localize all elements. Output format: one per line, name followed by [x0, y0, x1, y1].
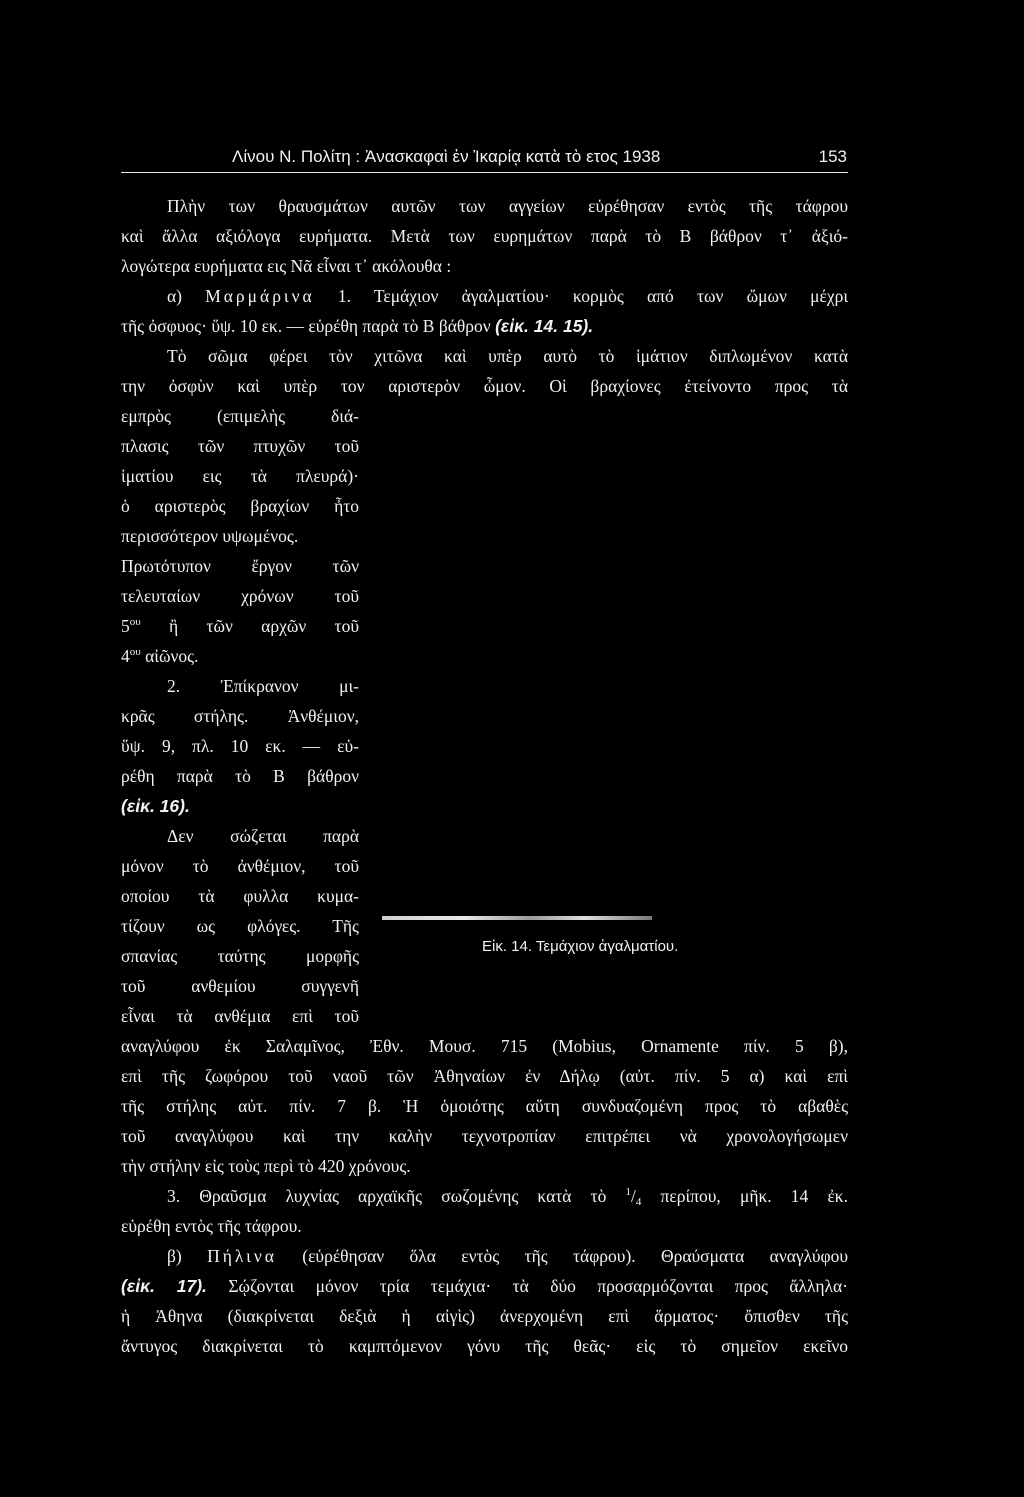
- text-line: περισσότερον υψωμένος.: [121, 526, 299, 546]
- text-line: [121, 796, 359, 816]
- text-line: 2. Ἐπίκρανον μι-: [167, 676, 359, 696]
- text-line: την ὀσφὺν καὶ υπὲρ τον αριστερὸν ὦμον. Οἱ βραχίονες ἐτείνοντο προς τὰ: [121, 376, 848, 396]
- running-title: Λίνου Ν. Πολίτη : Ἀνασκαφαὶ ἐν Ἰκαρίᾳ κατὰ τὸ ετος 1938: [232, 147, 661, 166]
- header-rule: [121, 172, 848, 173]
- text-line: επὶ τῆς ζωφόρου τοῦ ναοῦ τῶν Ἀθηναίων ἐν Δήλῳ (αὐτ. πίν. 5 α) καὶ επὶ: [121, 1066, 848, 1086]
- page-number: 153: [818, 147, 847, 166]
- text-line: $4^{o\upsilon}$ αἰῶνος.: [121, 646, 199, 666]
- text-line: ἄντυγος διακρίνεται τὸ καμπτόμενον γόνυ τῆς θεᾶς· εἰς τὸ σημεῖον εκεῖνο: [121, 1336, 848, 1356]
- text-line: Πλὴν των θραυσμάτων αυτῶν των αγγείων εὑρέθησαν εντὸς τῆς τάφρου: [167, 196, 848, 216]
- text-line: ἡ Ἀθηνα (διακρίνεται δεξιὰ ἡ αἰγὶς) ἀνερχομένη επὶ ἅρματος· ὄπισθεν τῆς: [121, 1306, 848, 1326]
- text-line: Πρωτότυπον ἔργον τῶν: [121, 556, 359, 576]
- text-line: εμπρὸς (επιμελὴς διά-: [121, 406, 359, 426]
- text-line: οποίου τὰ φυλλα κυμα-: [121, 886, 359, 906]
- text-line: (εἰκ. 17). Σῴζονται μόνον τρία τεμάχια· τὰ δύο προσαρμόζονται προς ἄλληλα·: [121, 1276, 848, 1296]
- text-line: Δεν σώζεται παρὰ: [167, 826, 359, 846]
- text-line: εἶναι τὰ ανθέμια επὶ τοῦ: [121, 1006, 359, 1026]
- text-line: κρᾶς στήλης. Ἀνθέμιον,: [121, 706, 359, 726]
- figure-reference: (εἰκ. 16).: [121, 796, 190, 816]
- text-line: καὶ ἄλλα αξιόλογα ευρήματα. Μετὰ των ευρημάτων παρὰ τὸ Β βάθρον τ᾽ ἀξιό-: [121, 226, 848, 246]
- text-line: τίζουν ως φλόγες. Τῆς: [121, 916, 359, 936]
- text-line: μόνον τὸ ἀνθέμιον, τοῦ: [121, 856, 359, 876]
- text-line: τοῦ αναγλύφου καὶ την καλὴν τεχνοτροπίαν επιτρέπει νὰ χρονολογήσωμεν: [121, 1126, 848, 1146]
- text-line: β) Πήλινα (εὑρέθησαν ὅλα εντὸς τῆς τάφρου). Θραύσματα αναγλύφου: [167, 1246, 849, 1266]
- text-line: τῆς στήλης αὐτ. πίν. 7 β. Ἡ ὁμοιότης αὕτη συνδυαζομένη προς τὸ αβαθὲς: [121, 1096, 848, 1116]
- figure-reference: (εἰκ. 14. 15).: [495, 316, 594, 336]
- text-line: εὑρέθη εντὸς τῆς τάφρου.: [121, 1216, 302, 1236]
- text-line: Τὸ σῶμα φέρει τὸν χιτῶνα καὶ υπὲρ αυτὸ τὸ ἱμάτιον διπλωμένον κατὰ: [167, 346, 848, 366]
- figure-reference: (εἰκ. 17).: [121, 1276, 207, 1296]
- text-line: σπανίας ταύτης μορφῆς: [121, 946, 359, 966]
- text-line: α) Μαρμάρινα 1. Τεμάχιον ἀγαλματίου· κορμὸς από των ὤμων μέχρι: [167, 286, 849, 306]
- text-line: ἱματίου εις τὰ πλευρά)·: [121, 466, 359, 486]
- text-line: τὴν στήλην εἰς τοὺς περὶ τὸ 420 χρόνους.: [121, 1156, 411, 1176]
- text-line: ὕψ. 9, πλ. 10 εκ. — εὑ-: [121, 736, 359, 756]
- text-line: τῆς ὀσφυος· ὕψ. 10 εκ. — εὑρέθη παρὰ τὸ Β βάθρον (εἰκ. 14. 15).: [121, 316, 594, 336]
- text-line: τοῦ ανθεμίου συγγενῆ: [121, 976, 359, 996]
- figure-edge: [382, 916, 652, 920]
- text-line: αναγλύφου ἐκ Σαλαμῖνος, Ἐθν. Μουσ. 715 (Mobius, Ornamente πίν. 5 β),: [121, 1036, 848, 1056]
- text-line: πλασις τῶν πτυχῶν τοῦ: [121, 436, 359, 456]
- text-line: ρέθη παρὰ τὸ Β βάθρον: [121, 766, 359, 786]
- text-line: τελευταίων χρόνων τοῦ: [121, 586, 359, 606]
- text-line: 3. Θραῦσμα λυχνίας αρχαϊκῆς σωζομένης κατὰ τὸ $^1/_4$ περίπου, μῆκ. 14 ἐκ.: [167, 1186, 848, 1208]
- running-header: [232, 147, 847, 167]
- figure-caption: Εἰκ. 14. Τεμάχιον ἀγαλματίου.: [482, 938, 679, 955]
- text-line: $5^{o\upsilon}$ ἢ τῶν αρχῶν τοῦ: [121, 616, 359, 636]
- text-line: λογώτερα ευρήματα εις Νᾶ εἶναι τ᾽ ακόλουθα :: [121, 256, 452, 276]
- figure-14-image: [382, 905, 800, 925]
- text-line: ὁ αριστερὸς βραχίων ἦτο: [121, 496, 359, 516]
